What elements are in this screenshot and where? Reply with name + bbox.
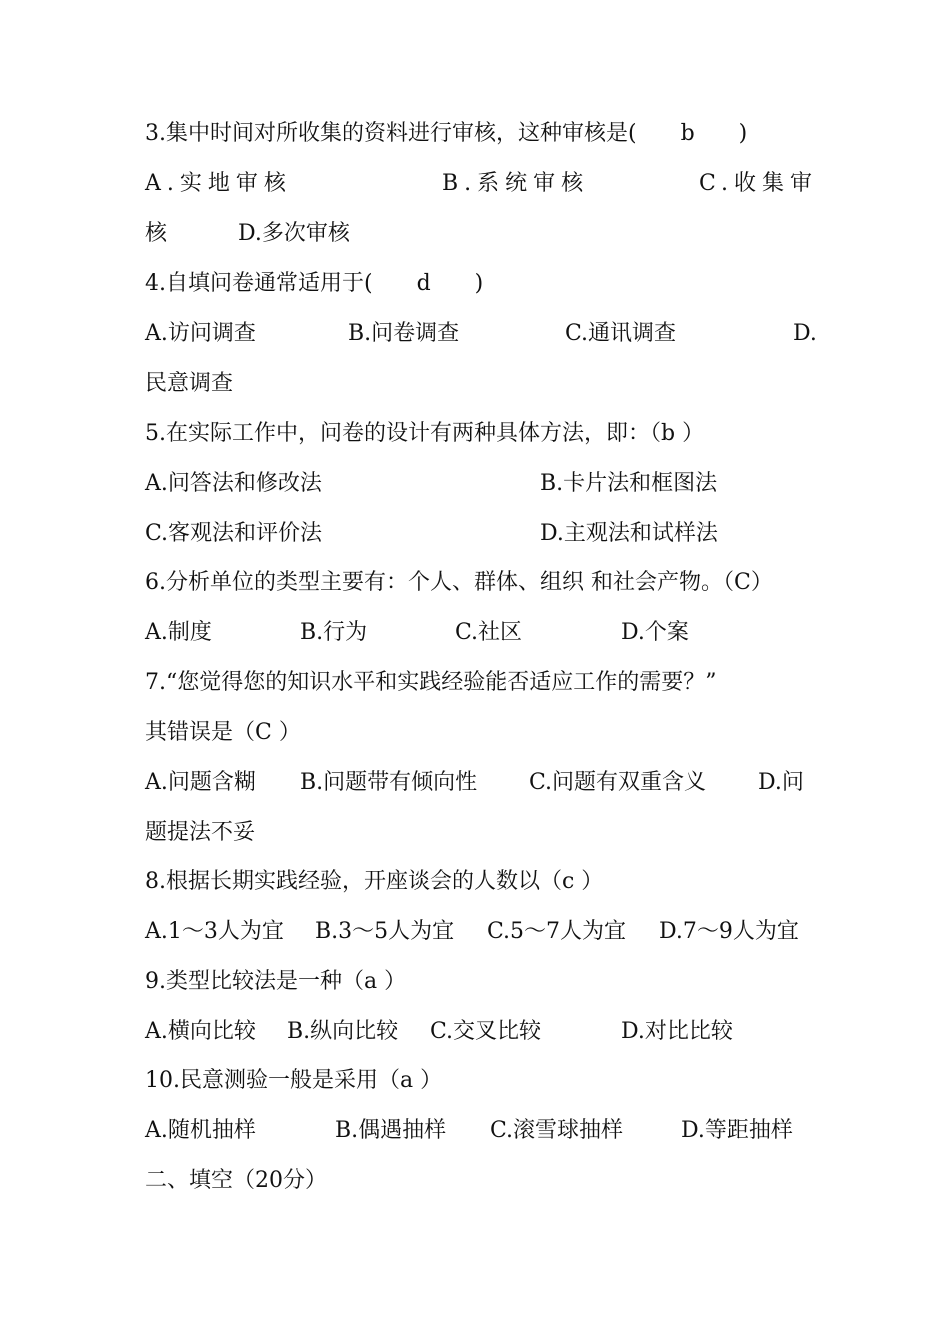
option-d: D.等距抽样	[681, 1118, 793, 1143]
option-b: B.问卷调查	[348, 321, 460, 346]
option-a: A.随机抽样	[145, 1118, 256, 1143]
option-b: B.问题带有倾向性	[300, 770, 478, 795]
option-c: C.滚雪球抽样	[490, 1118, 624, 1143]
question-8-options	[145, 912, 825, 952]
question-9-stem: 9.类型比较法是一种（a ）	[145, 969, 407, 994]
question-10-options	[145, 1111, 825, 1151]
option-a: A.问答法和修改法	[145, 471, 322, 496]
option-b: B.纵向比较	[287, 1019, 399, 1044]
option-d: D.	[793, 321, 817, 346]
option-d-cont: 民意调查	[145, 371, 234, 396]
option-c: C.问题有双重含义	[529, 770, 707, 795]
option-d: D.7～9人为宜	[659, 919, 799, 944]
option-b: B.卡片法和框图法	[540, 471, 718, 496]
option-c: C.通讯调查	[565, 321, 677, 346]
option-a: A.访问调查	[145, 321, 256, 346]
question-5-stem: 5.在实际工作中，问卷的设计有两种具体方法，即：（b ）	[145, 421, 705, 446]
option-b: B.行为	[300, 620, 368, 645]
option-d: D.主观法和试样法	[540, 521, 718, 546]
question-5-options-row2	[145, 514, 825, 554]
option-c: C.收集审	[699, 171, 819, 196]
question-7-stem: 7.“您觉得您的知识水平和实践经验能否适应工作的需要？”	[145, 670, 717, 695]
option-a: A.制度	[145, 620, 212, 645]
option-d: D.问	[758, 770, 804, 795]
option-d: D.对比比较	[621, 1019, 733, 1044]
option-a: A.1～3人为宜	[145, 919, 284, 944]
question-5-options-row1	[145, 464, 825, 504]
question-10-stem: 10.民意测验一般是采用（a ）	[145, 1068, 443, 1093]
question-7-options-cont	[145, 813, 825, 853]
question-4-stem: 4.自填问卷通常适用于( d )	[145, 271, 484, 296]
option-b: B.系统审核	[442, 171, 590, 196]
question-4-options	[145, 314, 825, 354]
option-c: C.交叉比较	[430, 1019, 542, 1044]
question-9-options	[145, 1012, 825, 1052]
question-6-stem: 6.分析单位的类型主要有：个人、群体、组织 和社会产物。（C）	[145, 570, 773, 595]
option-a: A.横向比较	[145, 1019, 256, 1044]
option-b: B.3～5人为宜	[315, 919, 455, 944]
question-7-options	[145, 763, 825, 803]
option-a: A.实地审核	[145, 171, 292, 196]
question-6-options	[145, 613, 825, 653]
option-c: C.客观法和评价法	[145, 521, 323, 546]
section-heading: 二、填空（20分）	[145, 1168, 327, 1193]
option-c-cont: 核	[145, 221, 168, 246]
option-d: D.多次审核	[238, 221, 350, 246]
question-4-options-cont	[145, 364, 825, 404]
question-3-options-cont	[145, 214, 825, 254]
question-3-options	[145, 164, 825, 204]
option-d: D.个案	[621, 620, 689, 645]
option-b: B.偶遇抽样	[335, 1118, 447, 1143]
question-3-stem: 3.集中时间对所收集的资料进行审核，这种审核是( b )	[145, 121, 748, 146]
option-c: C.社区	[455, 620, 523, 645]
option-a: A.问题含糊	[145, 770, 256, 795]
question-7-stem-cont: 其错误是（C ）	[145, 720, 301, 745]
option-c: C.5～7人为宜	[487, 919, 627, 944]
question-8-stem: 8.根据长期实践经验，开座谈会的人数以（c ）	[145, 869, 604, 894]
option-d-cont: 题提法不妥	[145, 820, 256, 845]
